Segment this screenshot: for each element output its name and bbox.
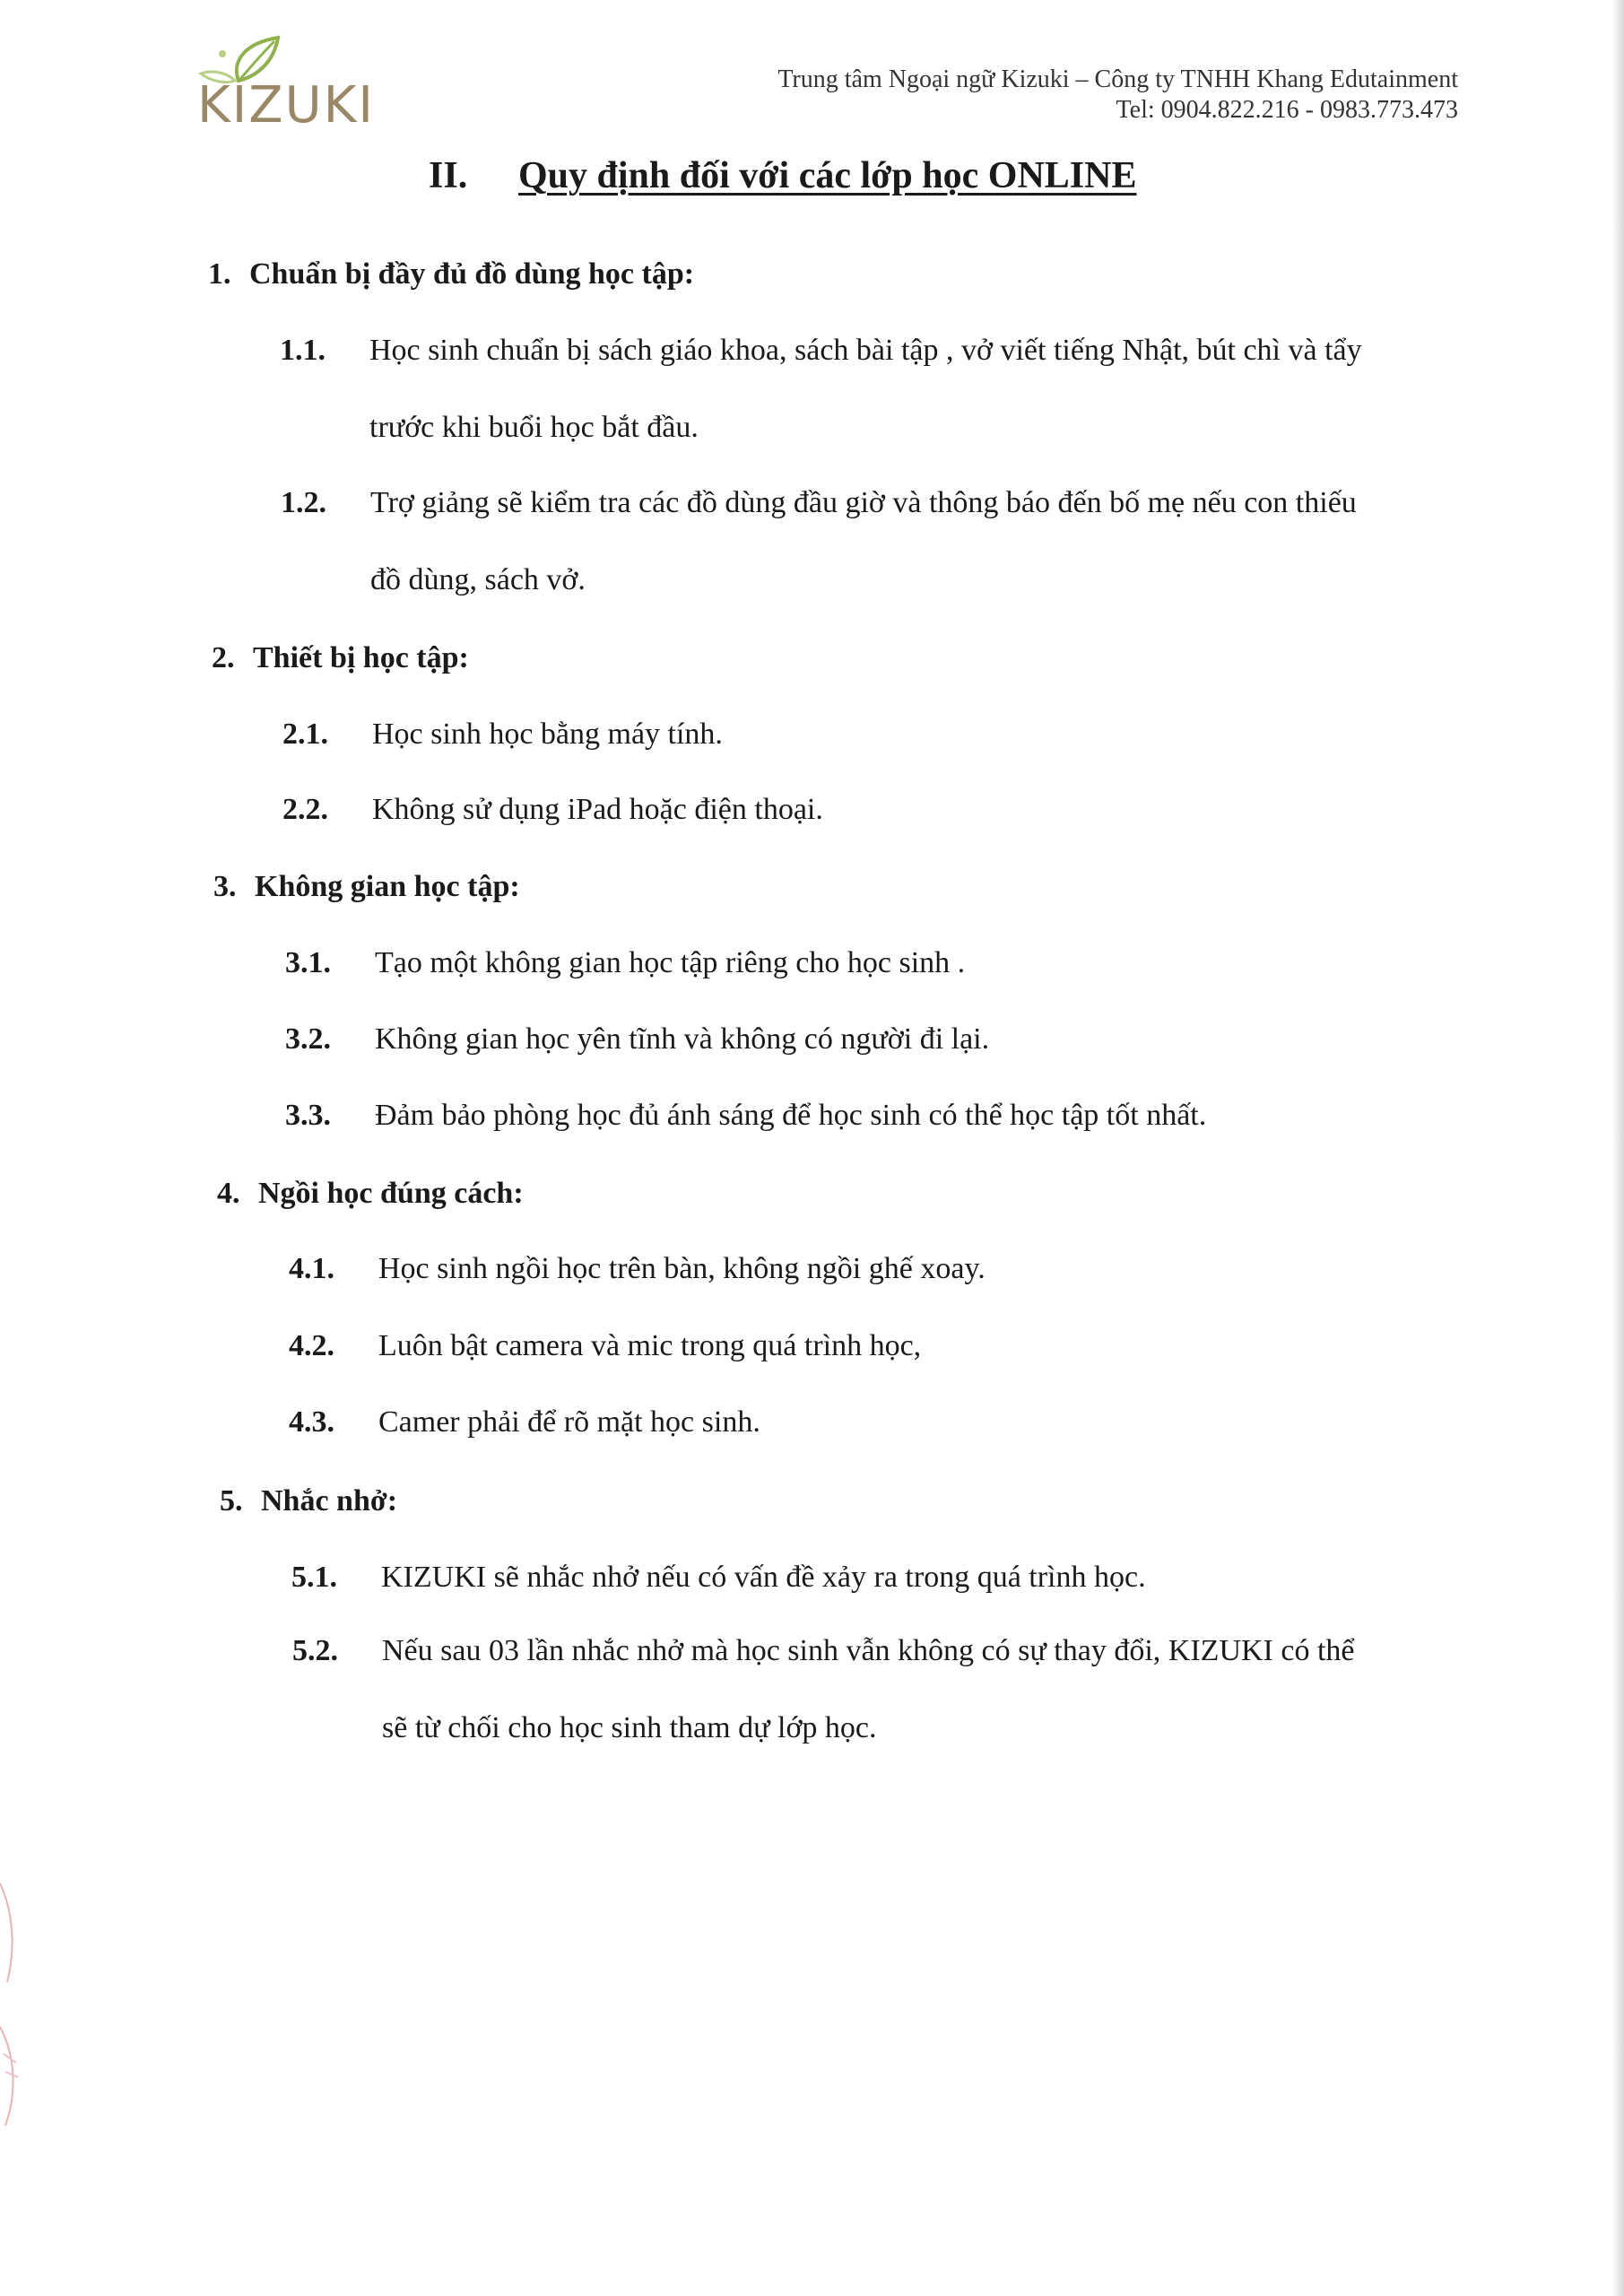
section-heading-3 [213, 870, 520, 904]
item-text: Học sinh học bằng máy tính. [372, 718, 723, 751]
item-number: 4.3. [289, 1405, 334, 1439]
item-text: Tạo một không gian học tập riêng cho học sinh . [375, 946, 966, 979]
title-roman-numeral: II. [429, 155, 468, 196]
section-title: Không gian học tập: [255, 870, 520, 903]
item-text: Học sinh chuẩn bị sách giáo khoa, sách bài tập , vở viết tiếng Nhật, bút chì và tẩy [369, 334, 1362, 367]
item-text: Không gian học yên tĩnh và không có người đi lại. [375, 1022, 990, 1056]
section-title: Thiết bị học tập: [253, 641, 469, 674]
item-number: 3.1. [285, 946, 331, 979]
section-number: 5. [220, 1484, 243, 1518]
item-number: 3.2. [285, 1022, 331, 1056]
item-text-continued: trước khi buổi học bắt đầu. [369, 411, 699, 444]
item-text: Luôn bật camera và mic trong quá trình học, [378, 1329, 922, 1362]
item-number: 4.2. [289, 1329, 334, 1362]
item-text: Không sử dụng iPad hoặc điện thoại. [372, 793, 823, 826]
item-text: Học sinh ngồi học trên bàn, không ngồi ghế xoay. [378, 1252, 986, 1285]
section-heading-2 [212, 641, 469, 675]
logo-text: KIZUKI [197, 76, 375, 135]
section-title: Nhắc nhở: [261, 1484, 398, 1518]
item-number: 1.1. [280, 334, 326, 367]
item-number: 5.1. [291, 1561, 337, 1594]
section-number: 3. [213, 870, 237, 903]
kizuki-logo [195, 34, 375, 135]
page-title [429, 154, 1137, 197]
section-heading-5 [220, 1484, 397, 1518]
section-title: Chuẩn bị đầy đủ đồ dùng học tập: [249, 257, 695, 291]
item-number: 2.1. [282, 718, 328, 751]
title-text: Quy định đối với các lớp học ONLINE [518, 155, 1137, 196]
section-number: 1. [208, 257, 231, 291]
section-heading-1 [208, 257, 694, 291]
item-text: Đảm bảo phòng học đủ ánh sáng để học sinh có thể học tập tốt nhất. [375, 1099, 1207, 1132]
header-info [777, 65, 1458, 126]
item-text: Nếu sau 03 lần nhắc nhở mà học sinh vẫn không có sự thay đổi, KIZUKI có thể [382, 1634, 1355, 1667]
item-text-continued: sẽ từ chối cho học sinh tham dự lớp học. [382, 1711, 877, 1744]
section-heading-4 [217, 1177, 524, 1211]
item-text: Trợ giảng sẽ kiểm tra các đồ dùng đầu giờ và thông báo đến bố mẹ nếu con thiếu [370, 486, 1357, 519]
header-phone: Tel: 0904.822.216 - 0983.773.473 [1116, 96, 1458, 124]
item-number: 5.2. [292, 1634, 338, 1667]
stamp-edge [0, 1848, 36, 2135]
section-title: Ngồi học đúng cách: [258, 1177, 524, 1210]
item-number: 4.1. [289, 1252, 334, 1285]
item-text-continued: đồ dùng, sách vở. [370, 563, 586, 596]
item-text: KIZUKI sẽ nhắc nhở nếu có vấn đề xảy ra trong quá trình học. [381, 1561, 1146, 1594]
item-text: Camer phải để rõ mặt học sinh. [378, 1405, 760, 1439]
header-company: Trung tâm Ngoại ngữ Kizuki – Công ty TNHH Khang Edutainment [777, 65, 1458, 93]
item-number: 1.2. [281, 486, 326, 519]
page-edge [1611, 0, 1624, 2296]
section-number: 2. [212, 641, 235, 674]
section-number: 4. [217, 1177, 240, 1210]
item-number: 3.3. [285, 1099, 331, 1132]
item-number: 2.2. [282, 793, 328, 826]
